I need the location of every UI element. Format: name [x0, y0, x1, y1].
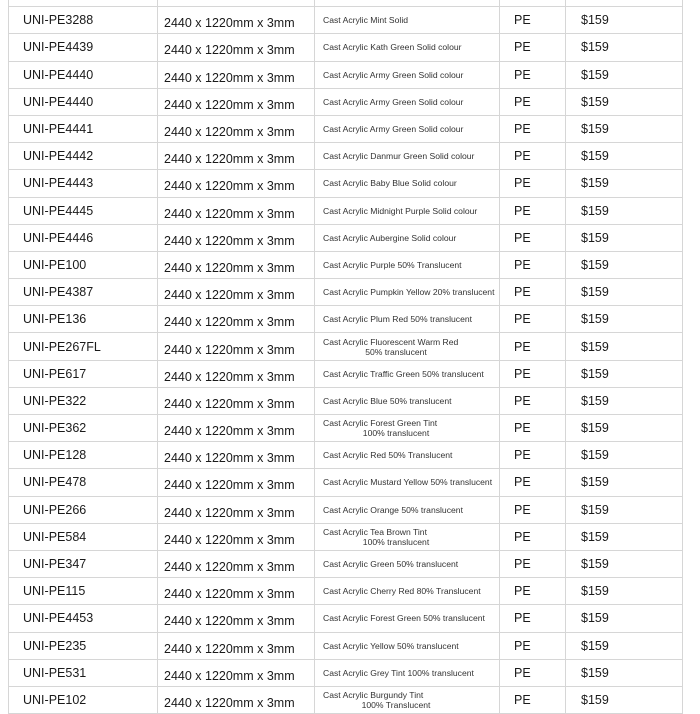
price-cell: $159 [566, 225, 683, 251]
size-cell: 2440 x 1220mm x 3mm [158, 143, 315, 169]
product-code-cell: UNI-PE4440 [8, 62, 158, 88]
type-cell: PE [500, 34, 566, 60]
price-cell: $159 [566, 170, 683, 196]
description-line: Cast Acrylic Mint Solid [323, 15, 409, 26]
table-row [8, 34, 683, 61]
type-cell: PE [500, 143, 566, 169]
price-cell: $159 [566, 34, 683, 60]
price-table [8, 0, 683, 714]
description-line: Cast Acrylic Yellow 50% translucent [323, 640, 459, 651]
description-line: Cast Acrylic Aubergine Solid colour [323, 232, 457, 243]
description-cell [315, 252, 500, 278]
size-cell: 2440 x 1220mm x 3mm [158, 62, 315, 88]
price-cell: $159 [566, 116, 683, 142]
price-cell: $159 [566, 551, 683, 577]
size-cell: 2440 x 1220mm x 3mm [158, 551, 315, 577]
description-cell [315, 198, 500, 224]
table-row [8, 252, 683, 279]
size-cell: 2440 x 1220mm x 3mm [158, 687, 315, 713]
table-row [8, 524, 683, 551]
table-row [8, 633, 683, 660]
product-code-cell: UNI-PE267FL [8, 333, 158, 359]
type-cell: PE [500, 279, 566, 305]
price-cell: $159 [566, 605, 683, 631]
size-cell: 2440 x 1220mm x 3mm [158, 225, 315, 251]
type-cell: PE [500, 170, 566, 196]
table-row [8, 306, 683, 333]
product-code-cell: UNI-PE322 [8, 388, 158, 414]
table-row [8, 170, 683, 197]
description-cell [315, 333, 500, 359]
description-line-2: 100% translucent [362, 428, 430, 439]
price-cell [566, 0, 683, 6]
product-code-cell: UNI-PE4440 [8, 89, 158, 115]
size-cell: 2440 x 1220mm x 3mm [158, 89, 315, 115]
price-cell: $159 [566, 524, 683, 550]
size-cell: 2440 x 1220mm x 3mm [158, 34, 315, 60]
price-cell: $159 [566, 62, 683, 88]
price-cell: $159 [566, 333, 683, 359]
product-code-cell: UNI-PE4441 [8, 116, 158, 142]
size-cell: 2440 x 1220mm x 3mm [158, 116, 315, 142]
type-cell: PE [500, 7, 566, 33]
description-line: Cast Acrylic Baby Blue Solid colour [323, 178, 457, 189]
table-row [8, 361, 683, 388]
size-cell: 2440 x 1220mm x 3mm [158, 497, 315, 523]
product-code-cell: UNI-PE102 [8, 687, 158, 713]
size-cell: 2440 x 1220mm x 3mm [158, 388, 315, 414]
table-row [8, 225, 683, 252]
description-cell [315, 62, 500, 88]
description-cell [315, 34, 500, 60]
type-cell: PE [500, 497, 566, 523]
type-cell: PE [500, 578, 566, 604]
table-row [8, 116, 683, 143]
type-cell: PE [500, 333, 566, 359]
product-code-cell: UNI-PE266 [8, 497, 158, 523]
description-cell [315, 415, 500, 441]
size-cell: 2440 x 1220mm x 3mm [158, 578, 315, 604]
description-cell [315, 225, 500, 251]
table-row [8, 551, 683, 578]
description-line: Cast Acrylic Forest Green Tint [323, 418, 438, 429]
size-cell: 2440 x 1220mm x 3mm [158, 306, 315, 332]
description-cell [315, 306, 500, 332]
description-line: Cast Acrylic Blue 50% translucent [323, 395, 452, 406]
description-line: Cast Acrylic Army Green Solid colour [323, 124, 464, 135]
description-cell [315, 143, 500, 169]
table-row [8, 442, 683, 469]
type-cell: PE [500, 388, 566, 414]
type-cell: PE [500, 442, 566, 468]
table-row [8, 198, 683, 225]
description-line: Cast Acrylic Plum Red 50% translucent [323, 314, 473, 325]
price-cell: $159 [566, 578, 683, 604]
description-line: Cast Acrylic Orange 50% translucent [323, 504, 463, 515]
type-cell: PE [500, 116, 566, 142]
table-row [8, 89, 683, 116]
price-cell: $159 [566, 306, 683, 332]
table-row [8, 62, 683, 89]
size-cell: 2440 x 1220mm x 3mm [158, 524, 315, 550]
description-cell [315, 116, 500, 142]
type-cell [500, 0, 566, 6]
type-cell: PE [500, 551, 566, 577]
product-code-cell: UNI-PE4387 [8, 279, 158, 305]
type-cell: PE [500, 306, 566, 332]
price-cell: $159 [566, 415, 683, 441]
product-code-cell: UNI-PE3288 [8, 7, 158, 33]
size-cell: 2440 x 1220mm x 3mm [158, 333, 315, 359]
description-cell [315, 89, 500, 115]
size-cell: 2440 x 1220mm x 3mm [158, 361, 315, 387]
description-line: Cast Acrylic Mustard Yellow 50% translucent [323, 477, 493, 488]
product-code-cell: UNI-PE136 [8, 306, 158, 332]
type-cell: PE [500, 252, 566, 278]
product-code-cell: UNI-PE4442 [8, 143, 158, 169]
size-cell: 2440 x 1220mm x 3mm [158, 279, 315, 305]
price-cell: $159 [566, 687, 683, 713]
table-row [8, 279, 683, 306]
price-cell: $159 [566, 361, 683, 387]
table-row [8, 660, 683, 687]
type-cell: PE [500, 605, 566, 631]
description-line-2: 100% Translucent [361, 699, 431, 710]
size-cell: 2440 x 1220mm x 3mm [158, 7, 315, 33]
description-line: Cast Acrylic Army Green Solid colour [323, 69, 464, 80]
description-line: Cast Acrylic Kath Green Solid colour [323, 42, 462, 53]
table-row [8, 0, 683, 7]
table-row [8, 7, 683, 34]
price-cell: $159 [566, 252, 683, 278]
type-cell: PE [500, 62, 566, 88]
description-line: Cast Acrylic Forest Green 50% translucent [323, 613, 485, 624]
description-line: Cast Acrylic Burgundy Tint [323, 689, 424, 700]
description-line: Cast Acrylic Grey Tint 100% translucent [323, 667, 474, 678]
product-code-cell: UNI-PE584 [8, 524, 158, 550]
table-row [8, 415, 683, 442]
description-cell [315, 605, 500, 631]
product-code-cell: UNI-PE4446 [8, 225, 158, 251]
table-row [8, 605, 683, 632]
size-cell: 2440 x 1220mm x 3mm [158, 633, 315, 659]
size-cell: 2440 x 1220mm x 3mm [158, 605, 315, 631]
description-line: Cast Acrylic Cherry Red 80% Translucent [323, 586, 481, 597]
description-cell [315, 578, 500, 604]
type-cell: PE [500, 225, 566, 251]
description-cell [315, 442, 500, 468]
description-line: Cast Acrylic Red 50% Translucent [323, 450, 453, 461]
description-cell [315, 388, 500, 414]
description-line-2: 100% translucent [362, 536, 430, 547]
type-cell: PE [500, 660, 566, 686]
price-cell: $159 [566, 143, 683, 169]
description-line: Cast Acrylic Pumpkin Yellow 20% translucent [323, 287, 495, 298]
product-code-cell: UNI-PE531 [8, 660, 158, 686]
table-row [8, 497, 683, 524]
size-cell: 2440 x 1220mm x 3mm [158, 469, 315, 495]
product-code-cell: UNI-PE235 [8, 633, 158, 659]
table-row [8, 687, 683, 714]
price-cell: $159 [566, 7, 683, 33]
product-code-cell: UNI-PE115 [8, 578, 158, 604]
size-cell: 2440 x 1220mm x 3mm [158, 660, 315, 686]
price-cell: $159 [566, 633, 683, 659]
description-line: Cast Acrylic Midnight Purple Solid colour [323, 205, 478, 216]
product-code-cell: UNI-PE100 [8, 252, 158, 278]
size-cell: 2440 x 1220mm x 3mm [158, 415, 315, 441]
type-cell: PE [500, 469, 566, 495]
description-line: Cast Acrylic Traffic Green 50% translucent [323, 368, 484, 379]
product-code-cell: UNI-PE4439 [8, 34, 158, 60]
type-cell: PE [500, 524, 566, 550]
price-cell: $159 [566, 89, 683, 115]
product-code-cell: UNI-PE4453 [8, 605, 158, 631]
table-row [8, 578, 683, 605]
product-code-cell: UNI-PE478 [8, 469, 158, 495]
table-row [8, 388, 683, 415]
description-line: Cast Acrylic Danmur Green Solid colour [323, 151, 475, 162]
description-cell [315, 497, 500, 523]
price-cell: $159 [566, 469, 683, 495]
description-line: Cast Acrylic Purple 50% Translucent [323, 259, 462, 270]
description-cell [315, 279, 500, 305]
product-code-cell: UNI-PE617 [8, 361, 158, 387]
type-cell: PE [500, 687, 566, 713]
table-row [8, 143, 683, 170]
description-cell [315, 361, 500, 387]
price-cell: $159 [566, 279, 683, 305]
price-cell: $159 [566, 660, 683, 686]
product-code-cell [8, 0, 158, 6]
description-cell [315, 660, 500, 686]
description-line-2: 50% translucent [365, 346, 427, 357]
size-cell [158, 0, 315, 6]
type-cell: PE [500, 198, 566, 224]
size-cell: 2440 x 1220mm x 3mm [158, 170, 315, 196]
table-row [8, 333, 683, 360]
price-cell: $159 [566, 442, 683, 468]
type-cell: PE [500, 89, 566, 115]
table-row [8, 469, 683, 496]
product-code-cell: UNI-PE4443 [8, 170, 158, 196]
size-cell: 2440 x 1220mm x 3mm [158, 442, 315, 468]
description-cell [315, 7, 500, 33]
product-code-cell: UNI-PE4445 [8, 198, 158, 224]
description-cell [315, 170, 500, 196]
type-cell: PE [500, 361, 566, 387]
price-cell: $159 [566, 497, 683, 523]
price-cell: $159 [566, 198, 683, 224]
type-cell: PE [500, 633, 566, 659]
description-line: Cast Acrylic Army Green Solid colour [323, 96, 464, 107]
description-cell [315, 524, 500, 550]
description-cell [315, 469, 500, 495]
type-cell: PE [500, 415, 566, 441]
description-line: Cast Acrylic Green 50% translucent [323, 559, 459, 570]
size-cell: 2440 x 1220mm x 3mm [158, 198, 315, 224]
description-cell [315, 633, 500, 659]
size-cell: 2440 x 1220mm x 3mm [158, 252, 315, 278]
product-code-cell: UNI-PE347 [8, 551, 158, 577]
description-cell [315, 551, 500, 577]
price-cell: $159 [566, 388, 683, 414]
description-line: Cast Acrylic Tea Brown Tint [323, 526, 427, 537]
product-code-cell: UNI-PE128 [8, 442, 158, 468]
description-line: Cast Acrylic Fluorescent Warm Red [323, 336, 459, 347]
description-cell [315, 0, 500, 6]
product-code-cell: UNI-PE362 [8, 415, 158, 441]
